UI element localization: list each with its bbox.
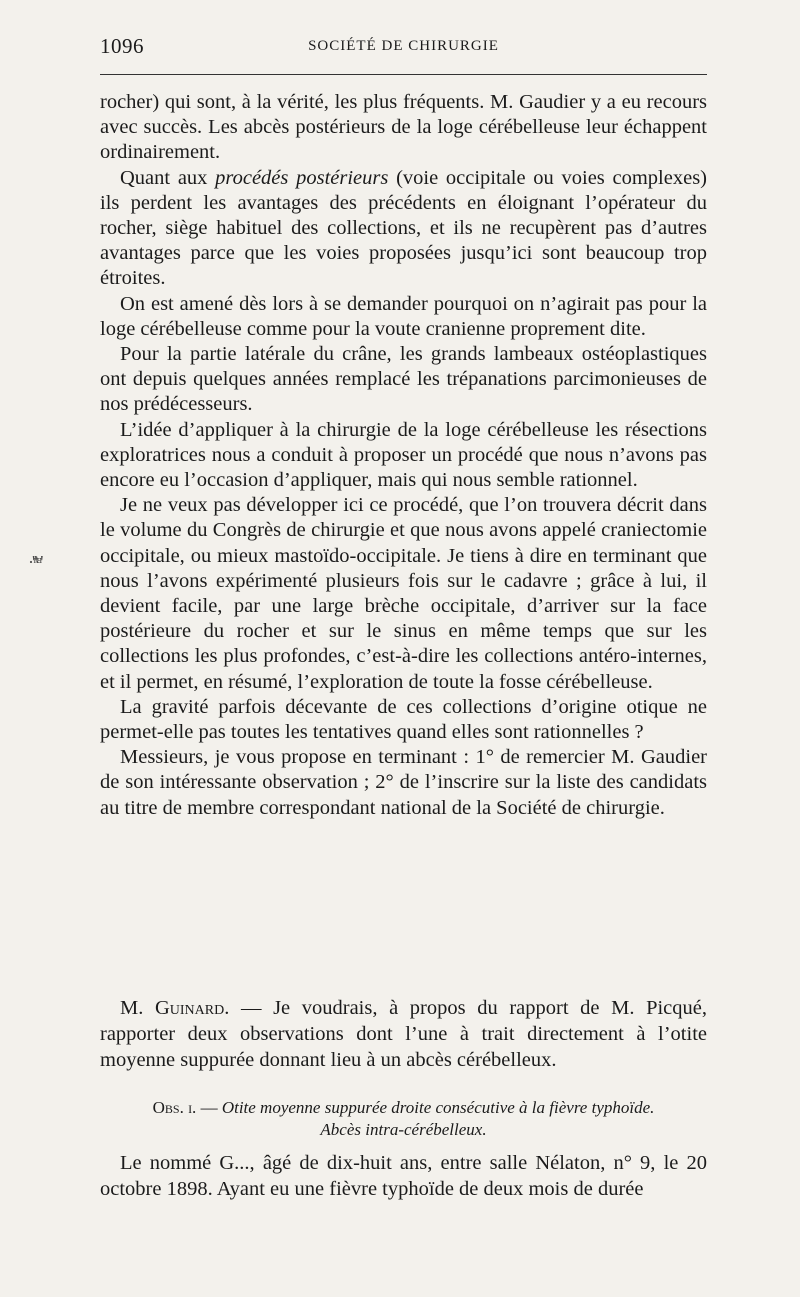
paragraph: L’idée d’appliquer à la chirurgie de la loge cérébelleuse les résections exploratrices nous a conduit à proposer un procédé que nous n’avons pas encore eu l’occasion d’appliquer, mais qui nous semble rationnel. bbox=[100, 418, 707, 492]
paragraph: Je ne veux pas développer ici ce procédé, que l’on trouvera décrit dans le volume du Congrès de chirurgie et que nous avons appelé craniectomie occipitale, ou mieux mastoïdo-occipitale. Je tiens à dire en terminant que nous l’avons expérimenté plusieurs fois sur le cadavre ; grâce à lui, il devient facile, par une large brèche occipitale, d’arriver sur la face postérieure du rocher et sur le sinus en même temps que sur les collections les plus profondes, c’est-à-dire les collections antéro-internes, et il permet, en résumé, l’exploration de toute la fosse cérébelleuse. bbox=[100, 494, 707, 693]
header-rule bbox=[100, 74, 707, 75]
observation-dash: — bbox=[196, 1098, 222, 1117]
paragraph: On est amené dès lors à se demander pourquoi on n’agirait pas pour la loge cérébelleuse comme pour la voute cranienne proprement dite. bbox=[100, 292, 707, 340]
paragraph: Messieurs, je vous propose en terminant : 1° de remercier M. Gaudier de son intéressante observation ; 2° de l’inscrire sur la liste des candidats au titre de membre correspondant national de la Société de chirurgie. bbox=[100, 746, 707, 819]
paragraph bbox=[100, 166, 707, 292]
italic-term: procédés postérieurs bbox=[215, 166, 389, 189]
margin-ink-mark: ·'ᶦ'ᵗᵋᶦ' bbox=[28, 552, 42, 572]
speaker-name: M. Guinard. bbox=[120, 997, 230, 1019]
speaker-intervention bbox=[100, 995, 707, 1073]
observation-label: Obs. i. bbox=[152, 1098, 197, 1117]
observation-title: Otite moyenne suppurée droite consécutive à la fièvre typhoïde. bbox=[221, 1098, 655, 1117]
observation-line-1 bbox=[100, 1097, 707, 1119]
observation-heading bbox=[100, 1097, 707, 1141]
paragraph: La gravité parfois décevante de ces collections d’origine otique ne permet-elle pas toutes les tentatives quand elles sont rationnelles ? bbox=[100, 695, 707, 744]
paragraph: Le nommé G..., âgé de dix-huit ans, entre salle Nélaton, n° 9, le 20 octobre 1898. Ayant eu une fièvre typhoïde de deux mois de durée bbox=[100, 1152, 707, 1200]
paragraph: rocher) qui sont, à la vérité, les plus fréquents. M. Gaudier y a eu recours avec succès. Les abcès postérieurs de la loge cérébelleuse leur échappent ordinairement. bbox=[100, 91, 707, 164]
paragraph: Pour la partie latérale du crâne, les grands lambeaux ostéoplastiques ont depuis quelques années remplacé les trépanations parcimonieuses de nos prédécesseurs. bbox=[100, 343, 707, 416]
case-description bbox=[100, 1150, 707, 1202]
paragraph-text: (voie occipitale ou voies complexes) ils perdent les avantages des précédents en éloignant l’opérateur du rocher, siège habituel des collections, et ils ne recupèrent pas d’autres avantages parce que les voies proposées jusqu’ici sont beaucoup trop étroites. bbox=[100, 166, 707, 290]
report-body bbox=[100, 90, 707, 821]
running-head bbox=[100, 34, 707, 58]
observation-subtitle: Abcès intra-cérébelleux. bbox=[320, 1120, 487, 1139]
speaker-text: — Je voudrais, à propos du rapport de M. Picqué, rapporter deux observations dont l’une à trait directement à l’otite moyenne suppurée donnant lieu à un abcès cérébelleux. bbox=[100, 997, 707, 1071]
page-number: 1096 bbox=[100, 34, 144, 58]
running-title: SOCIÉTÉ DE CHIRURGIE bbox=[308, 38, 499, 54]
paragraph-text: Quant aux bbox=[120, 166, 216, 189]
paragraph bbox=[100, 995, 707, 1073]
